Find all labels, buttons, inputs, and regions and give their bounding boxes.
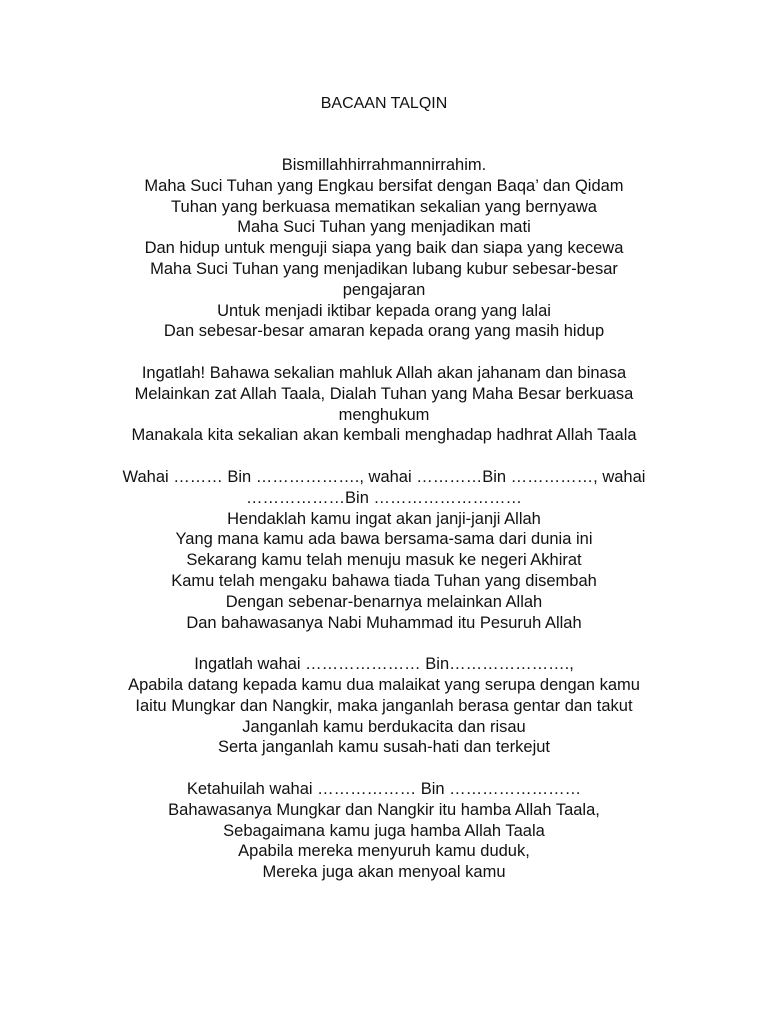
text-line: Dan bahawasanya Nabi Muhammad itu Pesuruh Allah (186, 613, 582, 632)
text-line: Dan sebesar-besar amaran kepada orang yang masih hidup (163, 322, 605, 341)
text-line: Tuhan yang berkuasa mematikan sekalian yang bernyawa (171, 197, 597, 216)
text-line: Ketahuilah wahai ……………… Bin …………………… (186, 779, 582, 798)
text-line: Kamu telah mengaku bahawa tiada Tuhan yang disembah (171, 571, 597, 590)
text-line: Maha Suci Tuhan yang menjadikan mati (237, 218, 531, 237)
text-line: Apabila mereka menyuruh kamu duduk, (238, 842, 530, 861)
text-line: Mereka juga akan menyoal kamu (262, 863, 506, 882)
stanza-4 (92, 654, 676, 758)
stanza-1 (92, 155, 676, 342)
text-line: Ingatlah! Bahawa sekalian mahluk Allah akan jahanam dan binasa (141, 363, 627, 382)
text-line: Untuk menjadi iktibar kepada orang yang lalai (217, 301, 551, 320)
text-line: Ingatlah wahai ………………… Bin…………………., (194, 655, 574, 674)
text-line: Dengan sebenar-benarnya melainkan Allah (225, 592, 543, 611)
text-line: Bahawasanya Mungkar dan Nangkir itu hamba Allah Taala, (168, 800, 600, 819)
text-line: Janganlah kamu berdukacita dan risau (242, 717, 526, 736)
text-line: Serta janganlah kamu susah-hati dan terkejut (217, 738, 551, 757)
text-line: Sekarang kamu telah menuju masuk ke negeri Akhirat (186, 551, 582, 570)
text-line: Maha Suci Tuhan yang Engkau bersifat dengan Baqa’ dan Qidam (144, 176, 624, 195)
stanza-2 (92, 363, 676, 446)
text-line: Wahai ……… Bin ………………., wahai …………Bin ……………, wahai (122, 467, 646, 486)
stanza-5 (92, 779, 676, 883)
text-line: Melainkan zat Allah Taala, Dialah Tuhan yang Maha Besar berkuasa (134, 384, 634, 403)
text-line: Yang mana kamu ada bawa bersama-sama dari dunia ini (175, 530, 593, 549)
document-title: BACAAN TALQIN (320, 95, 448, 112)
text-line: Sebagaimana kamu juga hamba Allah Taala (223, 821, 545, 840)
text-line: Apabila datang kepada kamu dua malaikat yang serupa dengan kamu (128, 675, 640, 694)
text-line: Dan hidup untuk menguji siapa yang baik dan siapa yang kecewa (144, 239, 624, 258)
text-line: Maha Suci Tuhan yang menjadikan lubang kubur sebesar-besar (150, 259, 618, 278)
text-line: ………………Bin ……………………… (246, 488, 522, 507)
document-body (92, 155, 676, 883)
stanza-3 (92, 467, 676, 633)
text-line: menghukum (338, 405, 430, 424)
text-line: Manakala kita sekalian akan kembali menghadap hadhrat Allah Taala (131, 426, 637, 445)
text-line: pengajaran (342, 280, 426, 299)
text-line: Hendaklah kamu ingat akan janji-janji Allah (227, 509, 541, 528)
text-line: Iaitu Mungkar dan Nangkir, maka janganlah berasa gentar dan takut (135, 696, 633, 715)
text-line: Bismillahhirrahmannirrahim. (281, 156, 487, 174)
